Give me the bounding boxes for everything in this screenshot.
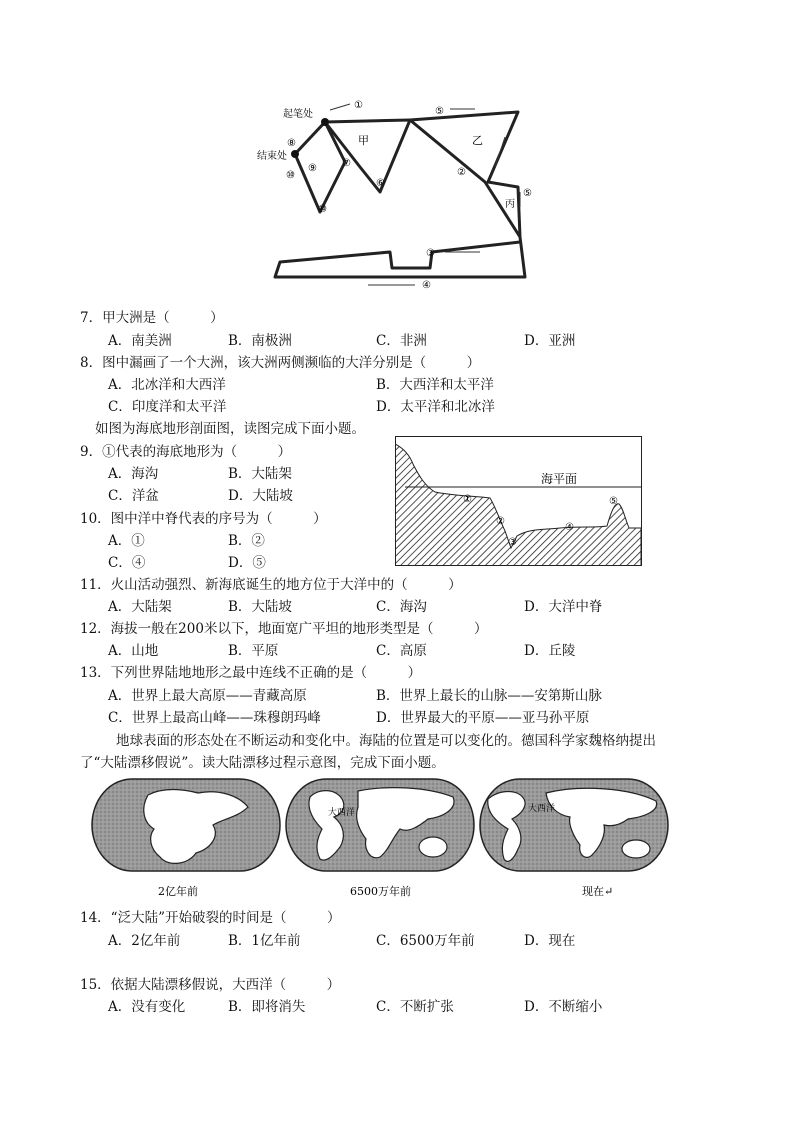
profile-num-3: ③ [508,537,517,548]
question-12-stem: 12．海拔一般在200米以下，地面宽广平坦的地形类型是（ ） [80,621,488,637]
label-jia: 甲 [358,134,369,147]
q14-option-d[interactable]: D．现在 [524,933,576,949]
q10-option-d[interactable]: D．⑤ [228,555,266,571]
question-14-stem: 14．“泛大陆”开始破裂的时间是（ ） [80,910,341,926]
label-end: 结束处 [257,151,287,162]
label-atlantic-65mya: 大西洋 [328,808,356,818]
q10-option-c[interactable]: C．④ [108,555,146,571]
label-yi: 乙 [472,134,483,147]
end-point [291,150,299,158]
num-8: ⑧ [287,138,296,149]
profile-num-1: ① [463,494,472,505]
start-point [321,118,329,126]
q9-option-d[interactable]: D．大陆坡 [228,488,293,504]
q8-option-d[interactable]: D．太平洋和北冰洋 [376,399,495,415]
profile-num-5: ⑤ [609,496,618,507]
q7-option-b[interactable]: B．南极洲 [228,333,292,349]
q11-option-c[interactable]: C．海沟 [376,599,427,615]
num-6: ⑥ [376,178,385,189]
profile-num-2: ② [496,516,505,527]
caption-65mya: 6500万年前 [350,885,411,898]
q12-option-d[interactable]: D．丘陵 [524,643,576,659]
q8-option-a[interactable]: A．北冰洋和大西洋 [108,377,226,393]
q15-option-b[interactable]: B．即将消失 [228,999,306,1015]
q10-option-b[interactable]: B．② [228,533,265,549]
num-5a: ⑤ [435,106,444,117]
q10-option-a[interactable]: A．① [108,533,145,549]
num-3: ③ [426,248,435,259]
continent-sketch-figure [250,92,550,292]
question-10-stem: 10．图中洋中脊代表的序号为（ ） [80,511,327,527]
q8-option-b[interactable]: B．大西洋和太平洋 [376,377,494,393]
question-11-stem: 11．火山活动强烈、新海底诞生的地方位于大洋中的（ ） [80,577,462,593]
q8-option-c[interactable]: C．印度洋和太平洋 [108,399,227,415]
map-200mya [92,779,280,871]
q14-option-a[interactable]: A．2亿年前 [108,933,181,949]
q15-option-a[interactable]: A．没有变化 [108,999,186,1015]
q13-option-d[interactable]: D．世界最大的平原——亚马孙平原 [376,710,590,726]
q13-option-b[interactable]: B．世界上最长的山脉——安第斯山脉 [376,688,602,704]
q9-option-c[interactable]: C．洋盆 [108,488,159,504]
intro-drift-line2: 了“大陆漂移假说”。读大陆漂移过程示意图，完成下面小题。 [80,755,445,771]
q14-option-c[interactable]: C．6500万年前 [376,933,475,949]
label-start: 起笔处 [283,109,313,120]
q15-option-d[interactable]: D．不断缩小 [524,999,603,1015]
q11-option-a[interactable]: A．大陆架 [108,599,172,615]
q9-option-a[interactable]: A．海沟 [108,466,159,482]
intro-seafloor: 如图为海底地形剖面图，读图完成下面小题。 [95,421,365,437]
q12-option-c[interactable]: C．高原 [376,643,427,659]
q12-option-a[interactable]: A．山地 [108,643,159,659]
question-15-stem: 15．依据大陆漂移假说，大西洋（ ） [80,977,341,993]
q7-option-c[interactable]: C．非洲 [376,333,427,349]
label-sea-level: 海平面 [541,472,578,486]
num-10b: ⑩ [318,204,327,215]
question-9-stem: 9．①代表的海底地形为（ ） [80,444,292,460]
seafloor-profile-figure [395,436,642,566]
question-7-stem: 7．甲大洲是（ ） [80,310,224,326]
q11-option-b[interactable]: B．大陆坡 [228,599,292,615]
q14-option-b[interactable]: B．1亿年前 [228,933,301,949]
q11-option-d[interactable]: D．大洋中脊 [524,599,603,615]
num-1: ① [354,100,363,111]
caption-200mya: 2亿年前 [158,885,198,898]
q13-option-a[interactable]: A．世界上最大高原——青藏高原 [108,688,307,704]
intro-drift-line1: 地球表面的形态处在不断运动和变化中。海陆的位置是可以变化的。德国科学家魏格纳提出 [116,733,656,749]
label-atlantic-present: 大西洋 [528,804,556,814]
num-10a: ⑩ [286,170,295,181]
num-9: ⑨ [308,163,317,174]
num-2: ② [457,167,466,178]
q13-option-c[interactable]: C．世界上最高山峰——珠穆朗玛峰 [108,710,321,726]
continental-drift-figure [88,775,676,903]
question-8-stem: 8．图中漏画了一个大洲，该大洲两侧濒临的大洋分别是（ ） [80,355,481,371]
map-65mya [286,779,474,871]
q7-option-d[interactable]: D．亚洲 [524,333,576,349]
num-5b: ⑤ [523,188,532,199]
q12-option-b[interactable]: B．平原 [228,643,279,659]
map-present [480,779,668,871]
caption-present: 现在↵ [582,885,614,898]
q7-option-a[interactable]: A．南美洲 [108,333,172,349]
label-bing: 丙 [505,199,515,210]
num-7: ⑦ [342,158,351,169]
question-13-stem: 13．下列世界陆地地形之最中连线不正确的是（ ） [80,665,422,681]
profile-num-4: ④ [565,522,574,533]
q15-option-c[interactable]: C．不断扩张 [376,999,454,1015]
q9-option-b[interactable]: B．大陆架 [228,466,292,482]
num-4: ④ [422,280,431,291]
